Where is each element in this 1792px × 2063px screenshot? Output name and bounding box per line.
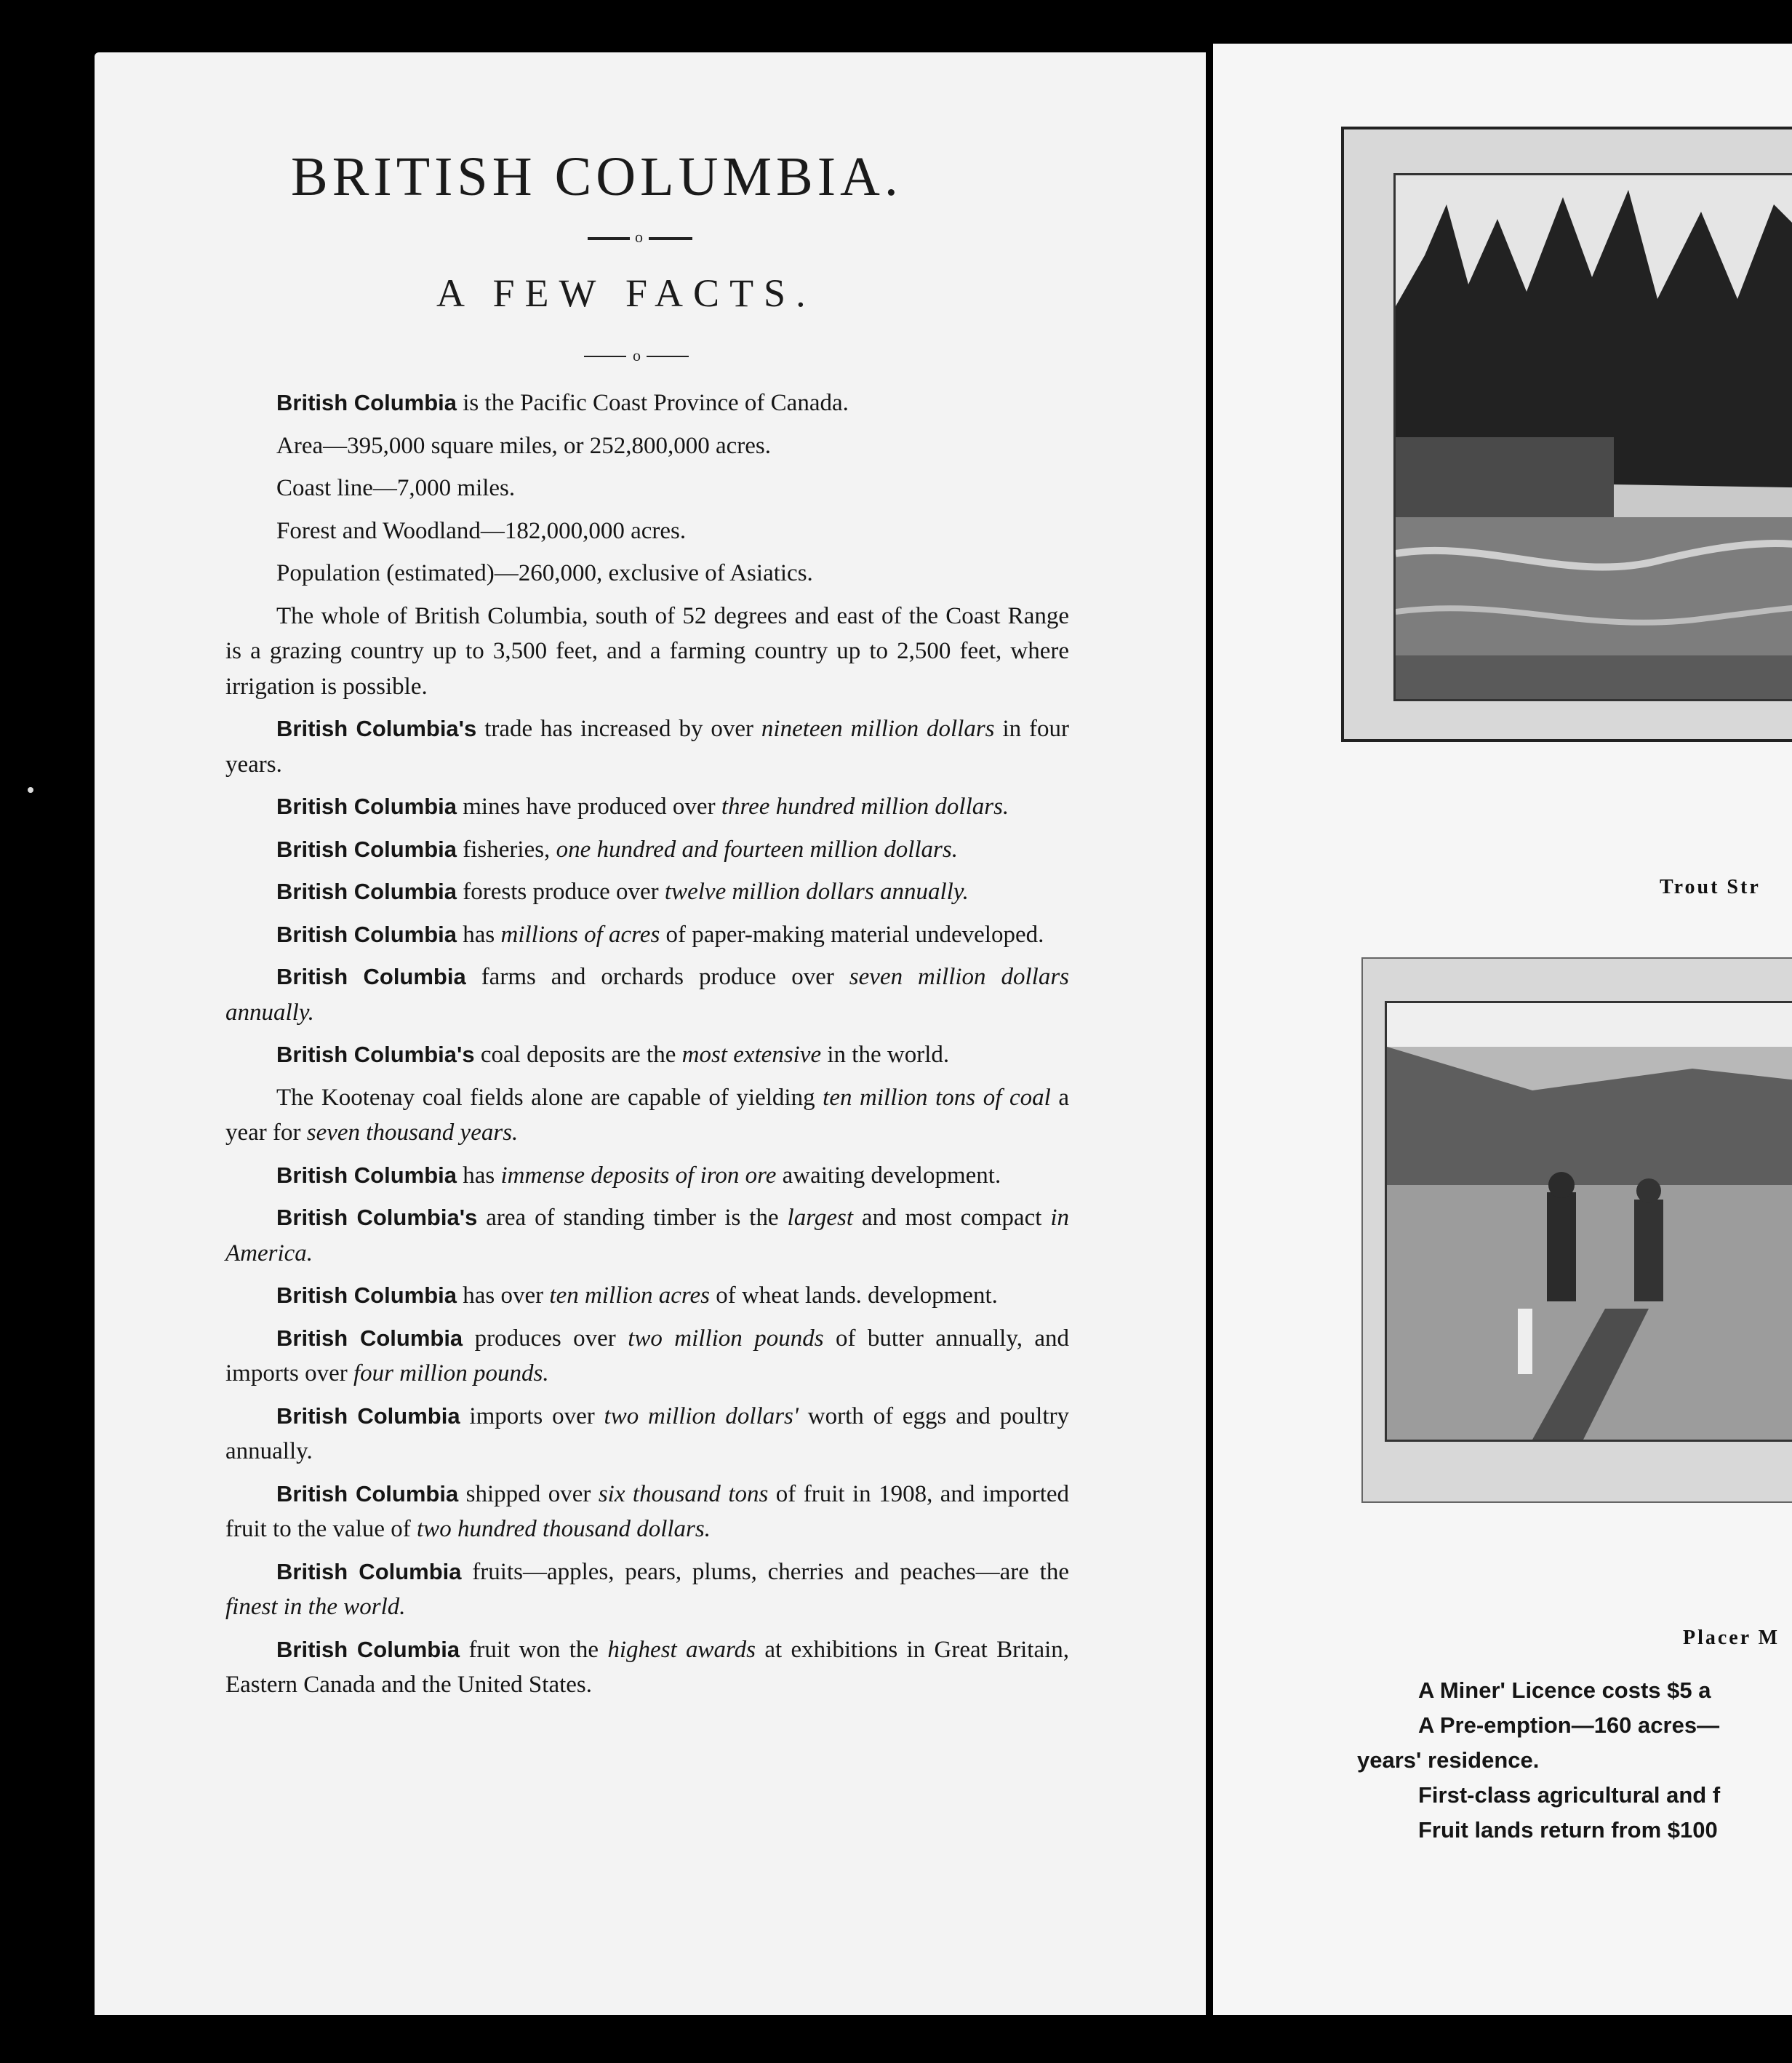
fact-paragraph bbox=[225, 832, 1069, 868]
fact-text: is the Pacific Coast Province of Canada. bbox=[457, 390, 849, 416]
fact-subject: British Columbia bbox=[276, 794, 457, 819]
fact-text: coal deposits are the bbox=[474, 1042, 682, 1068]
divider-line bbox=[588, 237, 630, 240]
fact-text: of wheat lands. development. bbox=[709, 1282, 998, 1309]
fact-emphasis: seven million dollars annually. bbox=[225, 964, 1070, 1026]
fact-paragraph bbox=[225, 1477, 1069, 1547]
fact-emphasis: two hundred thousand dollars. bbox=[417, 1516, 711, 1542]
fact-text: has bbox=[457, 921, 501, 948]
fact-emphasis: nineteen million dollars bbox=[761, 716, 995, 742]
fact-paragraph bbox=[225, 1278, 1069, 1314]
fact-emphasis: four million pounds. bbox=[353, 1360, 549, 1386]
fact-text: worth of eggs and poultry annually. bbox=[225, 1402, 1069, 1464]
fact-emphasis: two million pounds bbox=[628, 1325, 824, 1352]
facts-list bbox=[225, 386, 1069, 1710]
fact-text: of fruit in 1908, and imported fruit to the value of bbox=[225, 1480, 1070, 1542]
fact-emphasis: ten million tons of coal bbox=[823, 1084, 1051, 1111]
fact-paragraph bbox=[225, 599, 1069, 705]
fact-paragraph bbox=[225, 874, 1069, 910]
fact-paragraph bbox=[225, 1555, 1069, 1625]
fact-text: area of standing timber is the bbox=[477, 1205, 788, 1231]
fact-paragraph bbox=[225, 1158, 1069, 1194]
fact-emphasis: two million dollars' bbox=[604, 1402, 799, 1429]
fact-text: fruit won the bbox=[460, 1636, 608, 1663]
fact-emphasis: millions of acres bbox=[500, 921, 660, 948]
fact-paragraph bbox=[225, 556, 1069, 591]
fact-text: farms and orchards produce over bbox=[465, 964, 849, 990]
fact-text: shipped over bbox=[458, 1480, 599, 1507]
fact-subject: British Columbia bbox=[276, 964, 466, 989]
fact-text: a year for bbox=[225, 1084, 1069, 1146]
right-page-text bbox=[1357, 1673, 1792, 1848]
fact-emphasis: most extensive bbox=[681, 1042, 822, 1068]
photo-trout-stream bbox=[1393, 173, 1792, 701]
fact-emphasis: immense deposits of iron ore bbox=[500, 1162, 777, 1189]
fact-text: Coast line—7,000 miles. bbox=[276, 475, 516, 501]
right-line: First-class agricultural and f bbox=[1418, 1782, 1721, 1808]
divider-ornament: o bbox=[633, 346, 641, 364]
right-line: A Miner' Licence costs $5 a bbox=[1418, 1677, 1711, 1703]
fact-emphasis: highest awards bbox=[607, 1636, 756, 1663]
fact-emphasis: one hundred and fourteen million dollars. bbox=[556, 836, 958, 863]
divider-ornament: o bbox=[635, 228, 643, 246]
fact-text: of butter annually, and imports over bbox=[225, 1325, 1070, 1386]
fact-subject: British Columbia's bbox=[276, 716, 477, 741]
photo-placer-mining bbox=[1385, 1001, 1792, 1442]
fact-paragraph bbox=[225, 1399, 1069, 1469]
photo-caption-top: Trout Str bbox=[1660, 876, 1761, 898]
fact-subject: British Columbia bbox=[276, 1162, 457, 1188]
fact-paragraph bbox=[225, 514, 1069, 549]
fact-emphasis: in America. bbox=[225, 1205, 1069, 1266]
fact-emphasis: three hundred million dollars. bbox=[721, 794, 1009, 820]
fact-text: and most compact bbox=[853, 1205, 1051, 1231]
right-line: Fruit lands return from $100 bbox=[1418, 1817, 1718, 1843]
fact-subject: British Columbia's bbox=[276, 1205, 478, 1230]
fact-subject: British Columbia bbox=[276, 390, 457, 415]
fact-paragraph bbox=[225, 917, 1069, 953]
fact-emphasis: largest bbox=[787, 1205, 853, 1231]
fact-subject: British Columbia bbox=[276, 836, 457, 862]
fact-text: forests produce over bbox=[457, 879, 665, 905]
fact-paragraph bbox=[225, 1321, 1069, 1392]
fact-subject: British Columbia bbox=[276, 1480, 459, 1507]
fact-subject: British Columbia bbox=[276, 1282, 457, 1308]
fact-text: at exhibitions in Great Britain, Eastern Canada and the United States. bbox=[225, 1636, 1070, 1698]
fact-text: Forest and Woodland—182,000,000 acres. bbox=[276, 517, 687, 544]
fact-text: has bbox=[457, 1162, 501, 1189]
fact-text: imports over bbox=[460, 1402, 604, 1429]
page-subtitle: A FEW FACTS. bbox=[436, 271, 816, 315]
fact-emphasis: finest in the world. bbox=[225, 1594, 406, 1620]
fact-emphasis: twelve million dollars annually. bbox=[664, 879, 969, 905]
fact-text: in four years. bbox=[225, 716, 1069, 778]
fact-text: fruits—apples, pears, plums, cherries and peaches—are the bbox=[461, 1558, 1069, 1585]
divider-line bbox=[584, 356, 626, 357]
fact-text: Population (estimated)—260,000, exclusive of Asiatics. bbox=[276, 560, 813, 586]
fact-text: in the world. bbox=[821, 1042, 950, 1068]
fact-paragraph bbox=[225, 428, 1069, 464]
fact-subject: British Columbia bbox=[276, 1325, 463, 1351]
fact-paragraph bbox=[225, 471, 1069, 506]
fact-paragraph bbox=[225, 711, 1069, 782]
fact-emphasis: six thousand tons bbox=[598, 1480, 769, 1507]
fact-text: of paper-making material undeveloped. bbox=[660, 921, 1044, 948]
fact-paragraph bbox=[225, 1632, 1069, 1703]
photo-trout-stream-frame bbox=[1341, 127, 1792, 742]
fact-paragraph bbox=[225, 789, 1069, 825]
page-title: BRITISH COLUMBIA. bbox=[291, 146, 903, 207]
fact-paragraph bbox=[225, 1037, 1069, 1073]
fact-subject: British Columbia bbox=[276, 921, 457, 947]
photo-trout-stream-image bbox=[1396, 175, 1792, 699]
fact-text: fisheries, bbox=[457, 836, 556, 863]
right-line: years' residence. bbox=[1357, 1747, 1540, 1773]
fact-subject: British Columbia bbox=[276, 1636, 460, 1662]
fact-text: The whole of British Columbia, south of 52 degrees and east of the Coast Range is a grazing country up to 3,500 feet, and a farming country up to 2,500 feet, where irrigation is possible. bbox=[225, 602, 1069, 700]
fact-subject: British Columbia bbox=[276, 879, 457, 904]
fact-emphasis: ten million acres bbox=[549, 1282, 710, 1309]
fact-text: produces over bbox=[463, 1325, 628, 1352]
fact-emphasis: seven thousand years. bbox=[306, 1120, 519, 1146]
fact-paragraph bbox=[225, 386, 1069, 421]
fact-text: mines have produced over bbox=[457, 794, 721, 820]
fact-text: has over bbox=[457, 1282, 550, 1309]
fact-text: awaiting development. bbox=[776, 1162, 1001, 1189]
fact-text: The Kootenay coal fields alone are capable of yielding bbox=[276, 1084, 823, 1111]
fact-subject: British Columbia bbox=[276, 1558, 462, 1584]
photo-placer-mining-frame bbox=[1361, 957, 1792, 1503]
fact-text: Area—395,000 square miles, or 252,800,000 acres. bbox=[276, 432, 771, 459]
fact-subject: British Columbia bbox=[276, 1402, 460, 1429]
scan-speck bbox=[28, 787, 33, 793]
photo-placer-mining-image bbox=[1387, 1003, 1792, 1440]
fact-paragraph bbox=[225, 1200, 1069, 1271]
fact-subject: British Columbia's bbox=[276, 1042, 475, 1067]
photo-caption-bottom: Placer M bbox=[1683, 1627, 1780, 1649]
fact-text: trade has increased by over bbox=[476, 716, 761, 742]
divider-line bbox=[647, 356, 689, 357]
right-line: A Pre-emption—160 acres— bbox=[1418, 1712, 1720, 1738]
fact-paragraph bbox=[225, 1080, 1069, 1151]
divider-line bbox=[649, 237, 692, 240]
fact-paragraph bbox=[225, 959, 1069, 1030]
